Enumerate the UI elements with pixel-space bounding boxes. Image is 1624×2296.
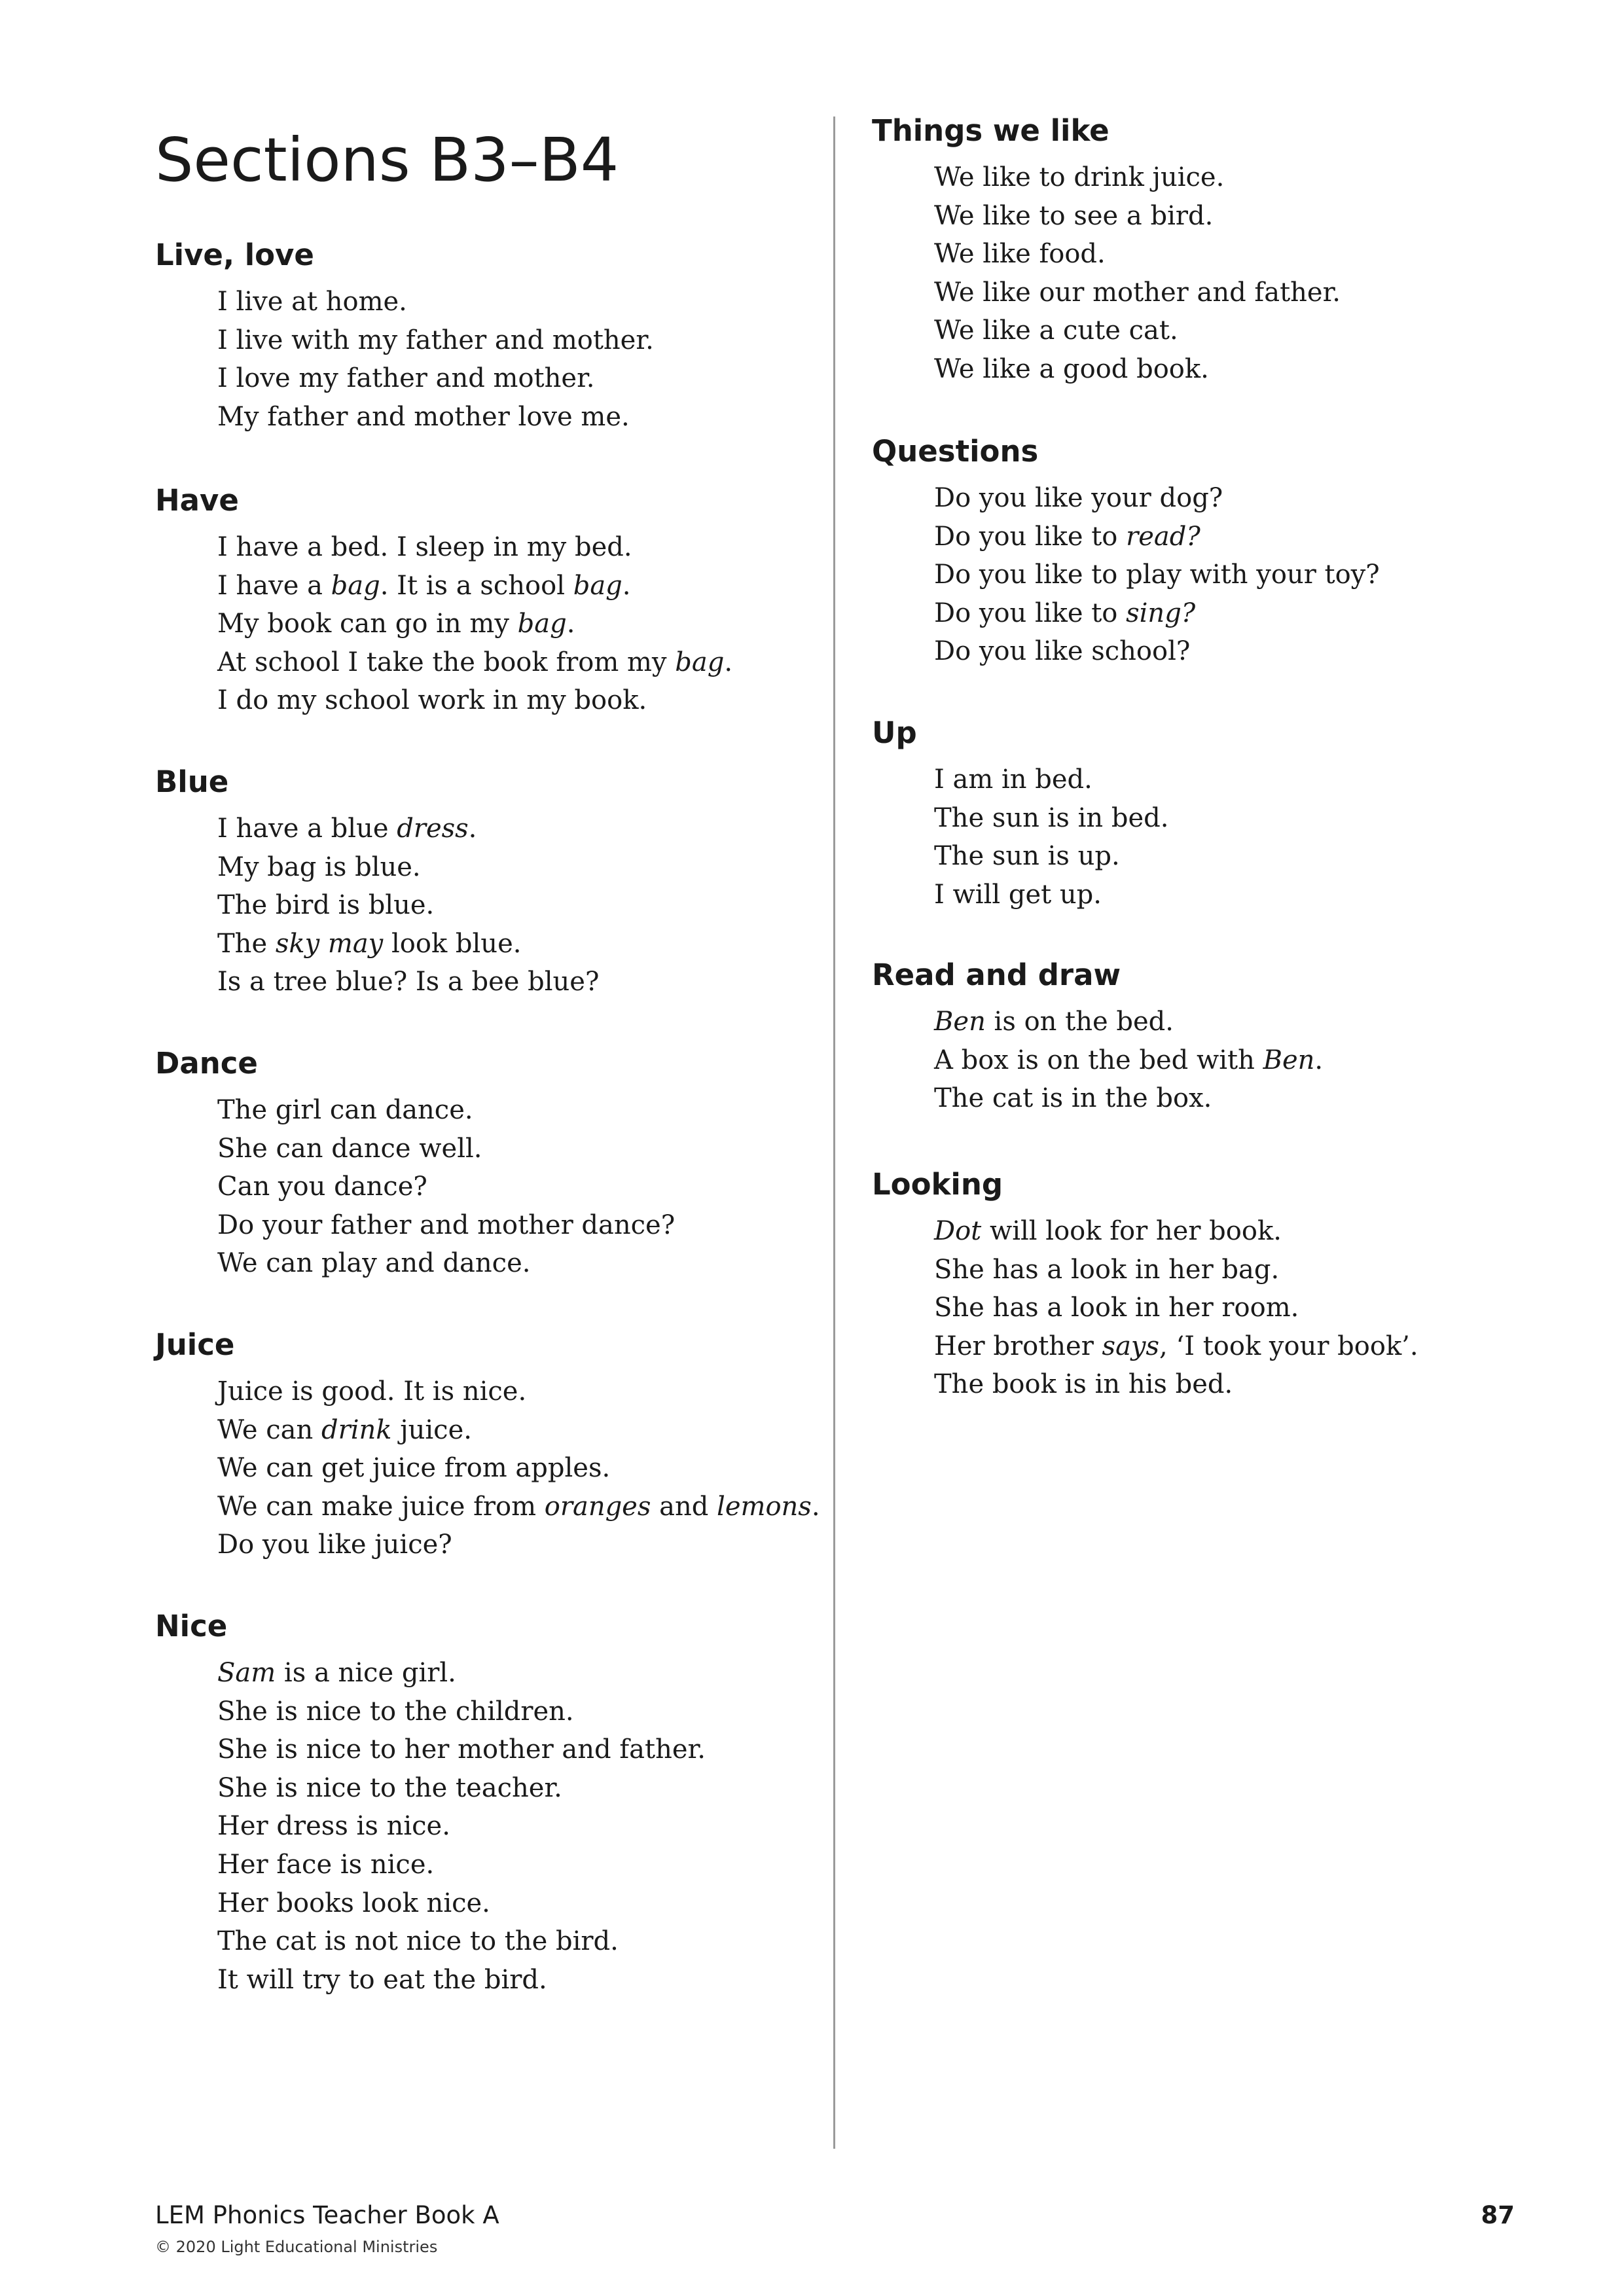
section-heading: Juice xyxy=(155,1327,235,1362)
italic-word: read? xyxy=(1126,521,1200,552)
italic-word: lemons xyxy=(717,1491,812,1522)
sentence-line: Ben is on the bed. xyxy=(934,1007,1174,1037)
sentence-line: Do your father and mother dance? xyxy=(217,1210,676,1240)
sentence-line: The sun is in bed. xyxy=(934,802,1169,833)
sentence-list xyxy=(155,283,810,436)
section-heading: Things we like xyxy=(872,113,1110,148)
sentence-line: Sam is a nice girl. xyxy=(217,1658,456,1688)
section-nice xyxy=(155,1607,810,1999)
sentence-line: The girl can dance. xyxy=(217,1095,473,1125)
section-up xyxy=(872,713,1592,914)
sentence-line: At school I take the book from my bag. xyxy=(217,647,733,677)
sentence-line: The book is in his bed. xyxy=(934,1369,1233,1400)
italic-word: dress xyxy=(397,814,469,844)
sentence-line: I love my father and mother. xyxy=(217,363,595,394)
sentence-list xyxy=(155,810,810,1001)
section-heading: Blue xyxy=(155,764,229,799)
section-heading: Dance xyxy=(155,1046,258,1081)
sentence-line: She is nice to the teacher. xyxy=(217,1772,562,1803)
section-blue xyxy=(155,762,810,1001)
sentence-line: She is nice to the children. xyxy=(217,1696,574,1727)
sentence-list xyxy=(872,158,1592,389)
sentence-list xyxy=(155,1091,810,1283)
section-dance xyxy=(155,1044,810,1283)
page-title: Sections B3–B4 xyxy=(155,125,619,195)
sentence-line: Do you like your dog? xyxy=(934,483,1223,513)
italic-word: bag xyxy=(675,647,725,677)
sentence-line: Juice is good. It is nice. xyxy=(217,1376,527,1407)
sentence-list xyxy=(872,1003,1592,1118)
sentence-line: My father and mother love me. xyxy=(217,401,630,432)
column-divider xyxy=(833,117,835,2149)
italic-word: Sam xyxy=(217,1658,276,1688)
sentence-line: We like a good book. xyxy=(934,353,1209,384)
sentence-line: I have a bed. I sleep in my bed. xyxy=(217,532,632,562)
sentence-line: My bag is blue. xyxy=(217,852,421,882)
footer-copyright: © 2020 Light Educational Ministries xyxy=(155,2238,438,2256)
sentence-line: Her brother says, ‘I took your book’. xyxy=(934,1331,1418,1361)
sentence-line: I have a blue dress. xyxy=(217,814,477,844)
sentence-line: Her dress is nice. xyxy=(217,1811,450,1842)
section-things-we-like xyxy=(872,111,1592,389)
sentence-line: Is a tree blue? Is a bee blue? xyxy=(217,967,600,997)
sentence-list xyxy=(872,761,1592,914)
sentence-list xyxy=(872,1212,1592,1404)
section-looking xyxy=(872,1165,1592,1404)
sentence-line: The sky may look blue. xyxy=(217,928,522,959)
section-heading: Live, love xyxy=(155,238,314,272)
italic-word: sing? xyxy=(1126,598,1196,628)
sentence-list xyxy=(155,1654,810,1999)
italic-word: bag xyxy=(573,570,623,601)
sentence-line: We like a cute cat. xyxy=(934,315,1178,346)
section-heading: Have xyxy=(155,483,239,518)
italic-word: Ben xyxy=(1263,1045,1315,1075)
sentence-line: The bird is blue. xyxy=(217,890,435,921)
section-heading: Up xyxy=(872,715,917,750)
section-live-love xyxy=(155,236,810,436)
sentence-line: I live with my father and mother. xyxy=(217,325,654,355)
sentence-line: Do you like school? xyxy=(934,636,1191,667)
sentence-line: We like to drink juice. xyxy=(934,162,1225,192)
italic-word: says xyxy=(1102,1331,1160,1361)
sentence-line: We can drink juice. xyxy=(217,1414,472,1445)
italic-word: bag xyxy=(331,570,380,601)
sentence-line: I will get up. xyxy=(934,879,1102,910)
sentence-line: I have a bag. It is a school bag. xyxy=(217,570,631,601)
sentence-line: We can make juice from oranges and lemons. xyxy=(217,1491,820,1522)
sentence-line: We like our mother and father. xyxy=(934,277,1341,308)
sentence-line: Her face is nice. xyxy=(217,1849,435,1880)
sentence-line: She has a look in her room. xyxy=(934,1293,1299,1323)
italic-word: drink xyxy=(321,1414,392,1445)
sentence-list xyxy=(872,479,1592,671)
italic-word: Dot xyxy=(934,1216,982,1246)
section-read-and-draw xyxy=(872,956,1592,1118)
section-have xyxy=(155,481,810,720)
italic-word: Ben xyxy=(934,1007,986,1037)
page-number: 87 xyxy=(1481,2201,1515,2229)
sentence-line: The sun is up. xyxy=(934,841,1120,872)
sentence-line: Dot will look for her book. xyxy=(934,1216,1282,1246)
sentence-line: A box is on the bed with Ben. xyxy=(934,1045,1324,1075)
section-heading: Nice xyxy=(155,1609,228,1643)
sentence-list xyxy=(155,528,810,720)
sentence-line: I live at home. xyxy=(217,287,407,317)
sentence-list xyxy=(155,1372,820,1564)
sentence-line: We can get juice from apples. xyxy=(217,1453,611,1484)
sentence-line: She can dance well. xyxy=(217,1133,482,1164)
italic-word: bag xyxy=(517,609,567,639)
sentence-line: It will try to eat the bird. xyxy=(217,1964,547,1995)
sentence-line: I am in bed. xyxy=(934,764,1092,795)
sentence-line: Her books look nice. xyxy=(217,1888,490,1918)
sentence-line: Do you like to read? xyxy=(934,521,1200,552)
sentence-line: She has a look in her bag. xyxy=(934,1254,1280,1285)
section-heading: Questions xyxy=(872,434,1039,469)
section-questions xyxy=(872,432,1592,671)
sentence-line: We like to see a bird. xyxy=(934,200,1214,231)
sentence-line: The cat is in the box. xyxy=(934,1083,1212,1114)
sentence-line: The cat is not nice to the bird. xyxy=(217,1926,619,1957)
italic-word: sky may xyxy=(275,928,384,959)
footer-book-title: LEM Phonics Teacher Book A xyxy=(155,2201,499,2229)
sentence-line: My book can go in my bag. xyxy=(217,609,575,639)
sentence-line: I do my school work in my book. xyxy=(217,685,647,716)
sentence-line: We can play and dance. xyxy=(217,1248,531,1279)
sentence-line: We like food. xyxy=(934,239,1106,270)
sentence-line: Can you dance? xyxy=(217,1172,427,1202)
sentence-line: Do you like to play with your toy? xyxy=(934,560,1380,590)
italic-word: oranges xyxy=(544,1491,651,1522)
section-heading: Looking xyxy=(872,1167,1003,1202)
sentence-line: Do you like juice? xyxy=(217,1530,452,1560)
sentence-line: Do you like to sing? xyxy=(934,598,1196,628)
section-juice xyxy=(155,1325,820,1564)
sentence-line: She is nice to her mother and father. xyxy=(217,1734,706,1765)
section-heading: Read and draw xyxy=(872,958,1121,992)
